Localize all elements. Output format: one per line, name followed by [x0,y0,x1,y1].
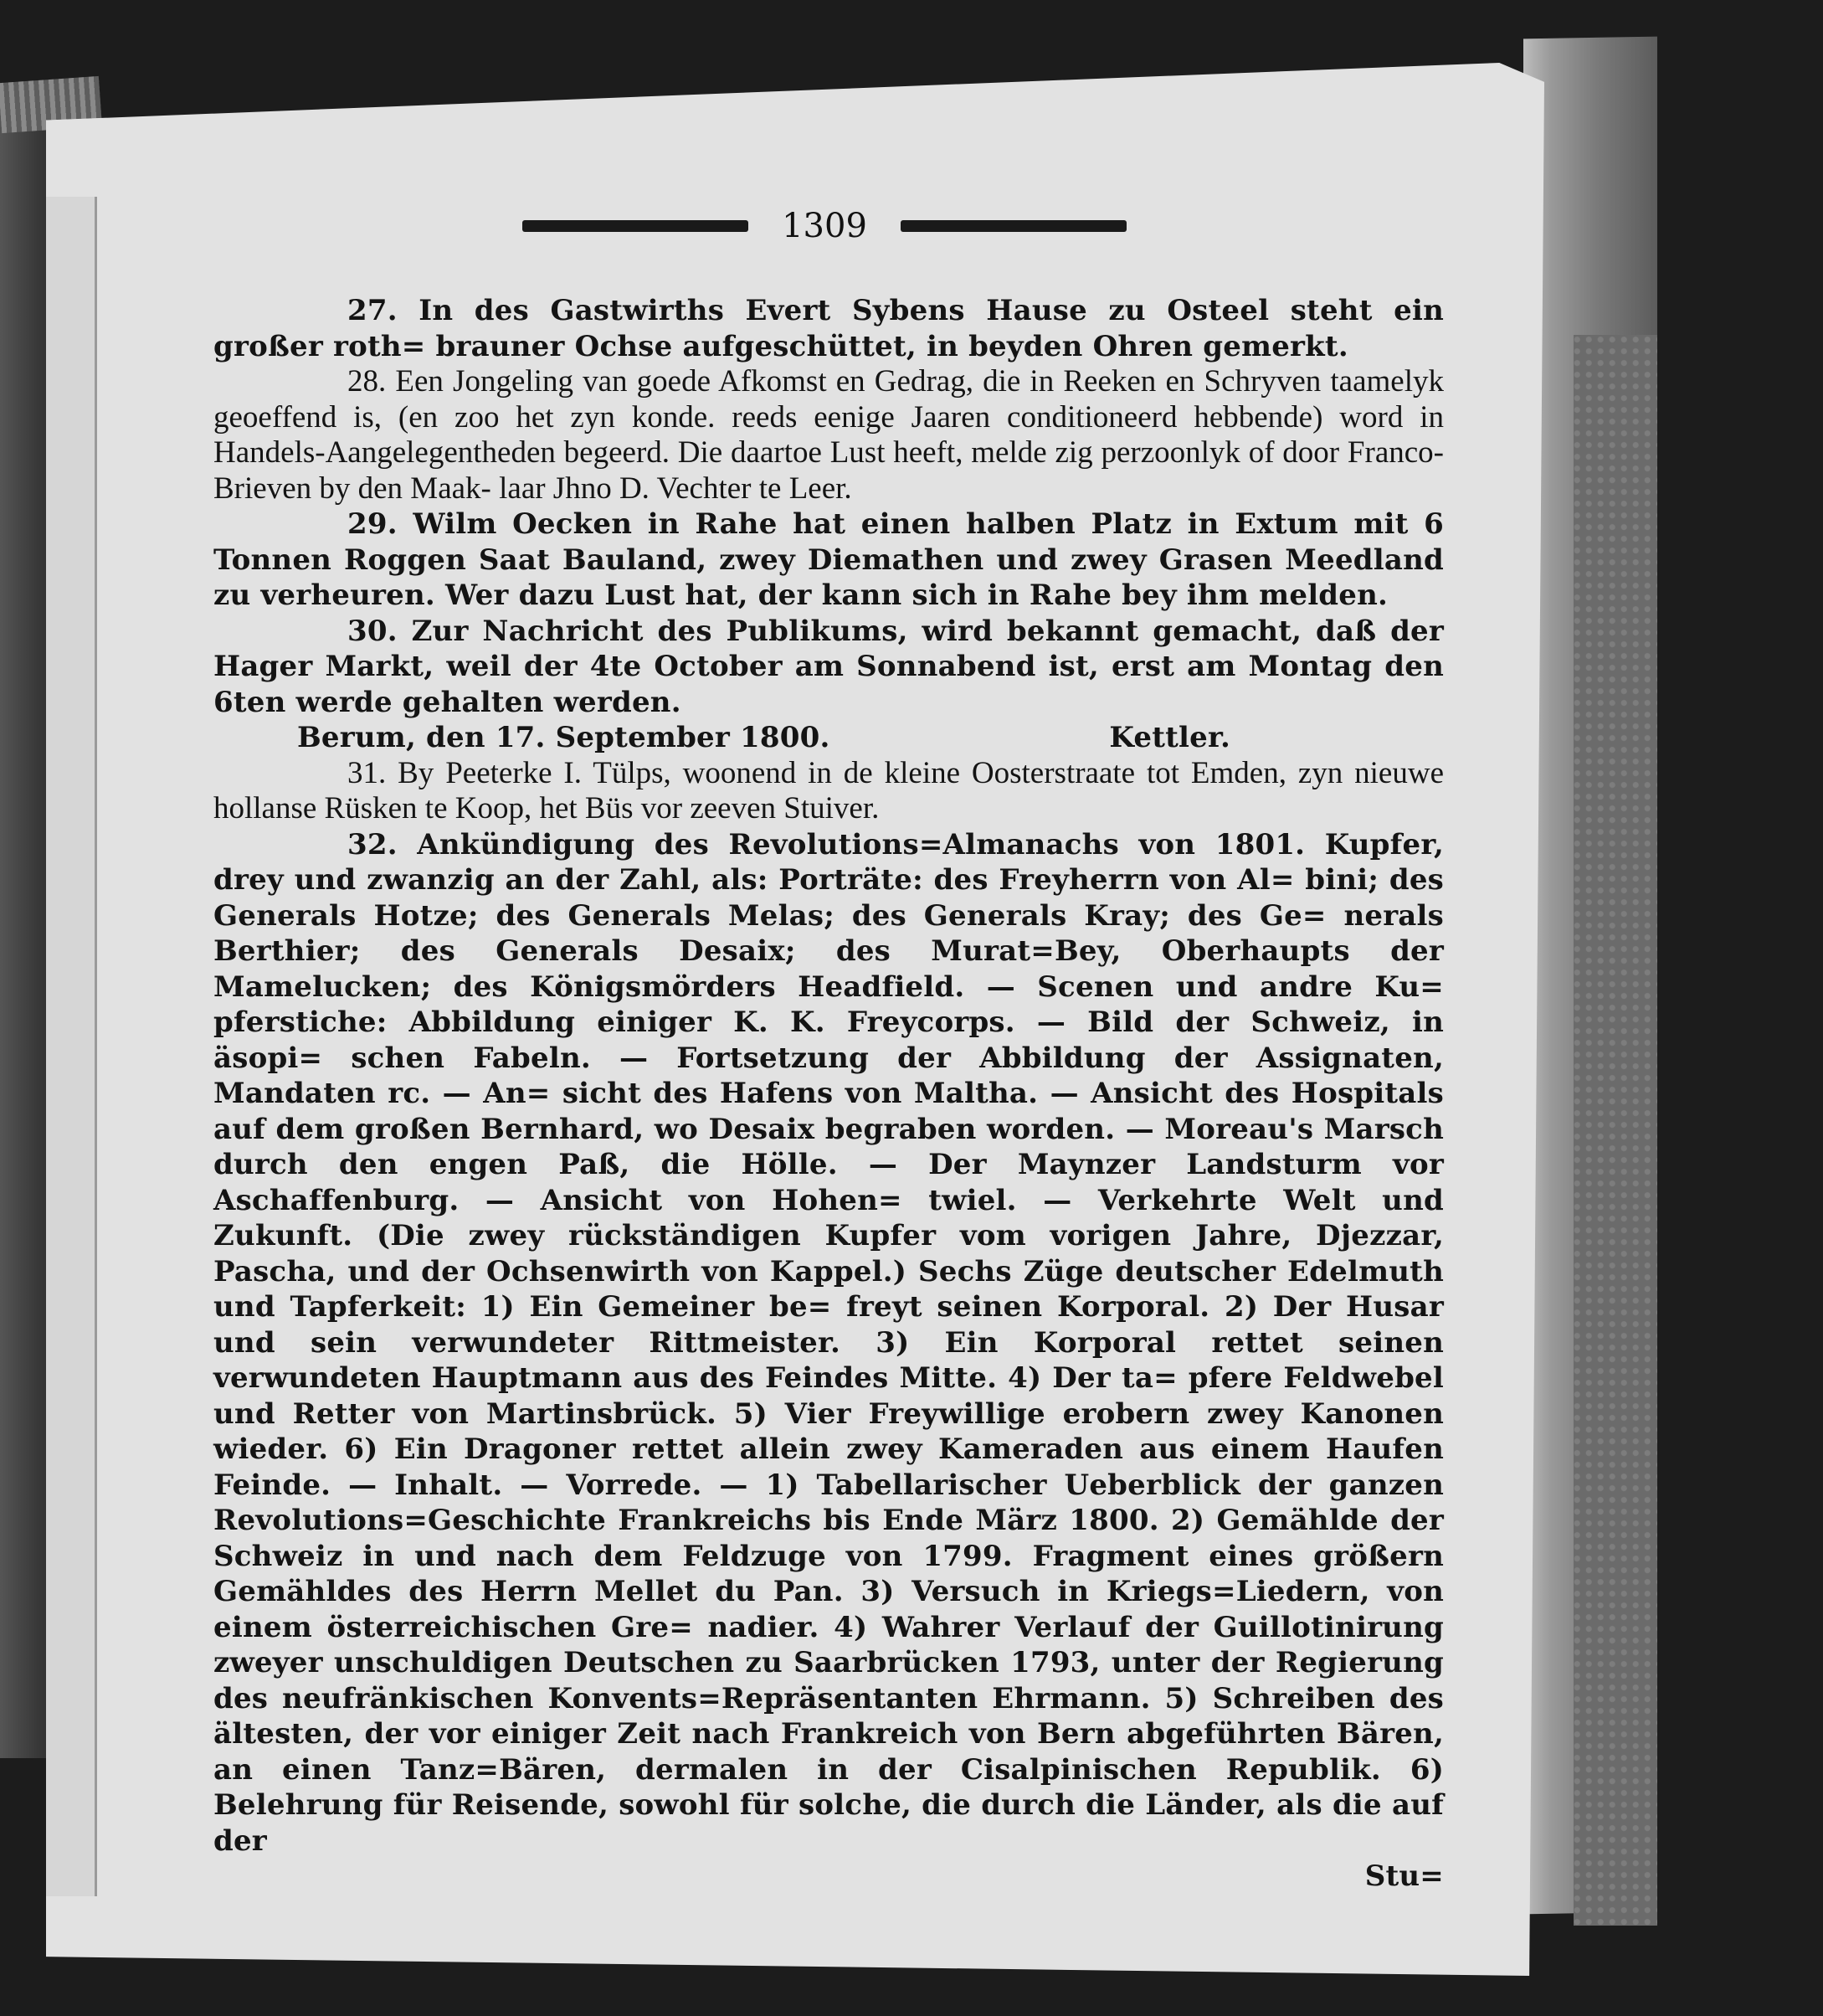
page-header [511,201,1138,251]
page-text [213,293,1444,1895]
signature-name: Kettler. [1109,721,1230,754]
page-number: 1309 [782,207,867,245]
entry-28: 28. Een Jongeling van goede Afkomst en Gedrag, die in Reeken en Schryven taamelyk geoeffend is, (en zoo het zyn konde. reeds eenige Jaaren conditioneerd hebbende) word in Handels-Aangelegentheden begeerd. Die daartoe Lust heeft, melde zig perzoonlyk of door Franco-Brieven by den Maak- laar Jhno D. Vechter te Leer. [213,364,1444,506]
entry-32: 32. Ankündigung des Revolutions=Almanachs von 1801. Kupfer, drey und zwanzig an der Zahl, als: Porträte: des Freyherrn von Al= bini; des Generals Hotze; des Generals Melas; des Generals Kray; des Ge= nerals Berthier; des Generals Desaix; des Murat=Bey, Oberhaupts der Mamelucken; des Königsmörders Headfield. — Scenen und andre Ku= pferstiche: Abbildung einiger K. K. Freycorps. — Bild der Schweiz, in äsopi= schen Fabeln. — Fortsetzung der Abbildung der Assignaten, Mandaten rc. — An= sicht des Hafens von Maltha. — Ansicht des Hospitals auf dem großen Bernhard, wo Desaix begraben worden. — Moreau's Marsch durch den engen Paß, die Hölle. — Der Maynzer Landsturm vor Aschaffenburg. — Ansicht von Hohen= twiel. — Verkehrte Welt und Zukunft. (Die zwey rückständigen Kupfer vom vorigen Jahre, Djezzar, Pascha, und der Ochsenwirth von Kappel.) Sechs Züge deutscher Edelmuth und Tapferkeit: 1) Ein Gemeiner be= freyt seinen Korporal. 2) Der Husar und sein verwundeter Rittmeister. 3) Ein Korporal rettet seinen verwundeten Hauptmann aus des Feindes Mitte. 4) Der ta= pfere Feldwebel und Retter von Martinsbrück. 5) Vier Freywillige erobern zwey Kanonen wieder. 6) Ein Dragoner rettet allein zwey Kameraden aus einem Haufen Feinde. — Inhalt. — Vorrede. — 1) Tabellarischer Ueberblick der ganzen Revolutions=Geschichte Frankreichs bis Ende März 1800. 2) Gemählde der Schweiz in und nach dem Feldzuge von 1799. Fragment eines größern Gemähldes des Herrn Mellet du Pan. 3) Versuch in Kriegs=Liedern, von einem österreichischen Gre= nadier. 4) Wahrer Verlauf der Guillotinirung zweyer unschuldigen Deutschen zu Saarbrücken 1793, unter der Regierung des neufränkischen Konvents=Repräsentanten Ehrmann. 5) Schreiben des ältesten, der vor einiger Zeit nach Frankreich von Bern abgeführten Bären, an einen Tanz=Bären, dermalen in der Cisalpinischen Republik. 6) Belehrung für Reisende, sowohl für solche, die durch die Länder, als die auf der [213,827,1444,1858]
entry-27: 27. In des Gastwirths Evert Sybens Hause zu Osteel steht ein großer roth= brauner Ochse aufgeschüttet, in beyden Ohren gemerkt. [213,294,1444,363]
entry-30: 30. Zur Nachricht des Publikums, wird bekannt gemacht, daß der Hager Markt, weil der 4te October am Sonnabend ist, erst am Montag den 6ten werde gehalten werden. [213,614,1444,719]
header-rule-left [522,220,748,232]
facing-page-edge [46,197,97,1896]
book-board-right [1574,335,1657,1926]
catchword: Stu= [1364,1859,1444,1893]
signature-place-date: Berum, den 17. September 1800. [297,721,830,754]
entry-29: 29. Wilm Oecken in Rahe hat einen halben Platz in Extum mit 6 Tonnen Roggen Saat Bauland, zwey Diemathen und zwey Grasen Meedland zu verheuren. Wer dazu Lust hat, der kann sich in Rahe bey ihm melden. [213,507,1444,612]
signature-line [213,720,1444,756]
entry-31: 31. By Peeterke I. Tülps, woonend in de kleine Oosterstraate tot Emden, zyn nieuwe hollanse Rüsken te Koop, het Büs vor zeeven Stuiver. [213,755,1444,825]
header-rule-right [901,220,1127,232]
